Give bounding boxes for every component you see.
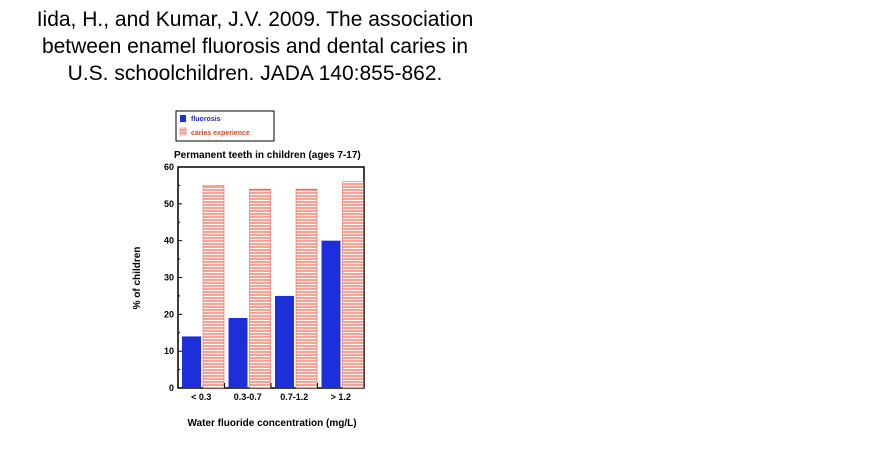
bar-fluorosis (322, 241, 341, 388)
x-tick-label: 0.3-0.7 (233, 392, 262, 402)
x-axis-title: Water fluoride concentration (mg/L) (187, 418, 357, 429)
bar-fluorosis (229, 318, 248, 388)
chart-title: Permanent teeth in children (ages 7-17) (174, 150, 361, 161)
citation-line-1: Iida, H., and Kumar, J.V. 2009. The association (36, 8, 474, 31)
bar-caries-experience (343, 182, 364, 388)
y-tick-label: 20 (163, 309, 174, 320)
legend-label-fluorosis: fluorosis (191, 116, 221, 123)
legend-swatch-fluorosis (180, 115, 186, 122)
citation-line-2: between enamel fluorosis and dental caries in (41, 35, 469, 58)
citation-line-3: U.S. schoolchildren. JADA 140:855-862. (67, 62, 443, 85)
legend-label-caries: caries experience (191, 130, 250, 137)
y-tick-label: 0 (168, 383, 174, 393)
y-tick-label: 10 (163, 346, 174, 357)
x-tick-label: < 0.3 (191, 392, 212, 402)
x-tick-label: > 1.2 (330, 392, 351, 402)
legend (176, 111, 274, 141)
bar-caries-experience (203, 185, 224, 388)
y-tick-label: 60 (163, 162, 174, 172)
bar-fluorosis (275, 296, 294, 388)
y-tick-label: 50 (163, 198, 174, 209)
y-axis-title: % of children (132, 246, 143, 310)
y-tick-label: 40 (163, 235, 174, 246)
bar-caries-experience (250, 189, 271, 388)
y-tick-label: 30 (163, 272, 174, 283)
x-tick-label: 0.7-1.2 (280, 392, 309, 402)
plot-area (164, 162, 364, 402)
bar-caries-experience (296, 189, 317, 388)
bar-fluorosis (182, 336, 201, 388)
legend-swatch-caries (180, 128, 186, 135)
